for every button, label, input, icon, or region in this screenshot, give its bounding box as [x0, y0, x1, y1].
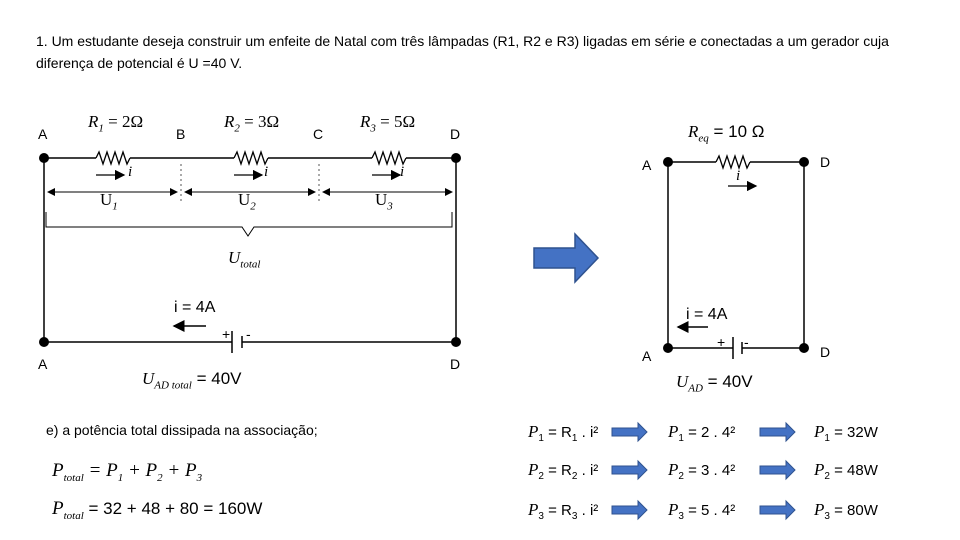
- problem-statement: 1. Um estudante deseja construir um enfeite de Natal com três lâmpadas (R1, R2 e R3) ligadas em série e conectadas a um gerador cuja diferença de potencial é U =40 V.: [36, 33, 889, 71]
- node-label-a-top-right: A: [642, 157, 652, 173]
- u3-label: $U_3$: [375, 190, 393, 213]
- req-label: $R_{eq} = 10$ Ω: [688, 122, 765, 145]
- p2-result: $P_2 = 48W$: [814, 460, 878, 482]
- u-ad-total-label: $U_{AD total} = 40V$: [142, 369, 242, 392]
- p1-substitution: $P_1 = 2$ . 4²: [668, 422, 736, 444]
- r2-label: $R_2 = 3\Omega$: [224, 112, 280, 135]
- total-power-formula: $P_{total} = P_1 + P_2 + P_3$: [52, 460, 203, 484]
- current-label-right: i: [736, 168, 741, 184]
- question-e: e) a potência total dissipada na associação;: [46, 422, 318, 438]
- source-current-label-right: i = 4A: [686, 306, 728, 323]
- resistor-r1: [96, 152, 130, 164]
- u-ad-label-right: $U_{AD} = 40V$: [676, 372, 753, 395]
- u2-label: $U_2$: [238, 190, 256, 213]
- node-label-b: B: [176, 126, 186, 142]
- total-brace: [46, 212, 452, 236]
- resistor-r2: [234, 152, 268, 164]
- node-label-d-bottom: D: [450, 356, 461, 372]
- node-a-bottom-right: [663, 343, 673, 353]
- source-current-label: i = 4A: [174, 299, 216, 316]
- r1-label: $R_1 = 2\Omega$: [88, 112, 144, 135]
- p3-formula: $P_3 = R_3$ . i²: [528, 500, 599, 522]
- node-label-d-bottom-right: D: [820, 344, 831, 360]
- node-d-bottom-right: [799, 343, 809, 353]
- p3-result: $P_3 = 80W$: [814, 500, 878, 522]
- p2-substitution: $P_2 = 3$ . 4²: [668, 460, 736, 482]
- node-label-d-top-right: D: [820, 154, 831, 170]
- p1-formula: $P_1 = R_1$ . i²: [528, 422, 599, 444]
- node-label-c: C: [313, 126, 324, 142]
- total-power-result: $P_{total} = 32 + 48 + 80 = 160W$: [52, 498, 263, 522]
- p1-result: $P_1 = 32W$: [814, 422, 878, 444]
- u-total-label: $U_{total}$: [228, 248, 261, 271]
- node-label-a-top: A: [38, 126, 48, 142]
- u1-label: $U_1$: [100, 190, 118, 213]
- battery-plus-sign-right: +: [717, 334, 726, 350]
- transform-arrow: [534, 234, 598, 282]
- node-label-a-bottom: A: [38, 356, 48, 372]
- battery-minus-sign: -: [246, 326, 251, 342]
- battery-plus-sign: +: [222, 326, 231, 342]
- resistor-r3: [372, 152, 406, 164]
- node-label-d-top: D: [450, 126, 461, 142]
- current-label-1: i: [128, 164, 133, 180]
- battery-minus-sign-right: -: [744, 334, 749, 350]
- p2-formula: $P_2 = R_2$ . i²: [528, 460, 599, 482]
- node-label-a-bottom-right: A: [642, 348, 652, 364]
- resistor-req: [716, 156, 750, 168]
- current-label-3: i: [400, 164, 405, 180]
- r3-label: $R_3 = 5\Omega$: [360, 112, 416, 135]
- current-label-2: i: [264, 164, 269, 180]
- right-circuit: [663, 156, 809, 359]
- p3-substitution: $P_3 = 5$ . 4²: [668, 500, 736, 522]
